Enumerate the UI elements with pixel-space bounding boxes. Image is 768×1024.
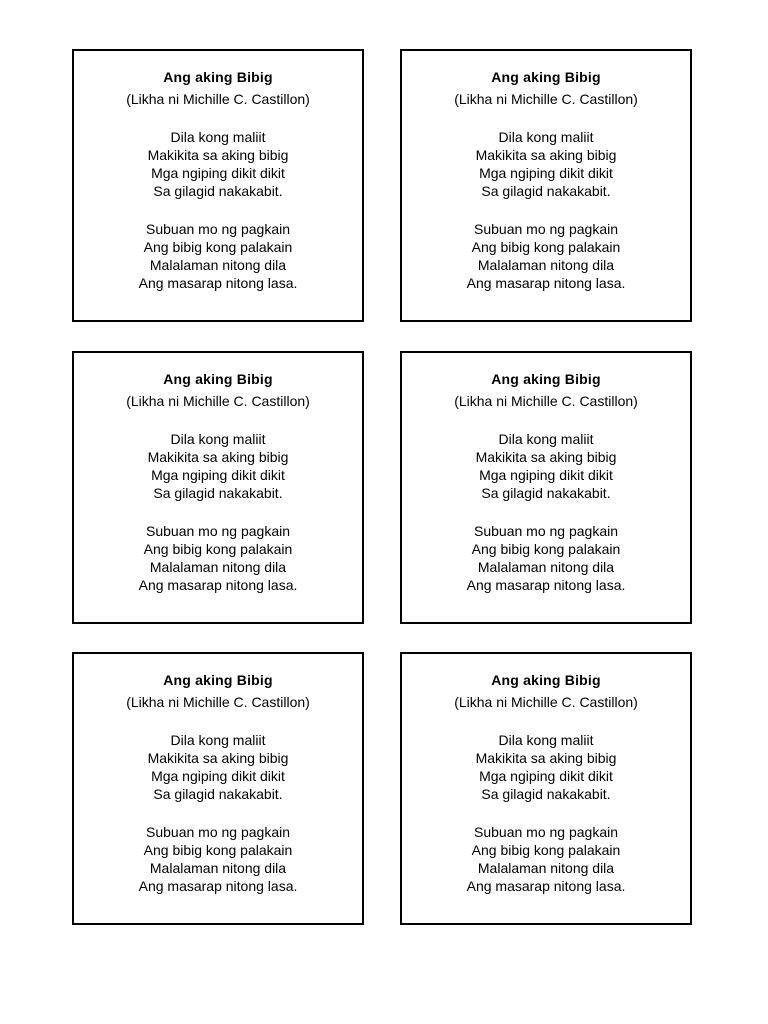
verse-line: Subuan mo ng pagkain: [146, 824, 290, 840]
verse-line: Subuan mo ng pagkain: [474, 824, 618, 840]
poem-title: Ang aking Bibig: [163, 69, 273, 85]
verse-line: Makikita sa aking bibig: [147, 449, 289, 465]
poem-card: [400, 652, 692, 925]
verse-line: Subuan mo ng pagkain: [146, 221, 290, 237]
poem-author: (Likha ni Michille C. Castillon): [454, 91, 638, 107]
stanza-1: [74, 128, 362, 200]
verse-line: Ang bibig kong palakain: [471, 541, 621, 557]
verse-line: Ang bibig kong palakain: [143, 842, 293, 858]
poem-card: [72, 652, 364, 925]
stanza-1: [402, 731, 690, 803]
verse-line: Sa gilagid nakakabit.: [153, 183, 283, 199]
poem-card: [400, 351, 692, 624]
verse-line: Makikita sa aking bibig: [147, 147, 289, 163]
poem-title: Ang aking Bibig: [491, 371, 601, 387]
poem-title: Ang aking Bibig: [163, 672, 273, 688]
verse-line: Mga ngiping dikit dikit: [479, 467, 613, 483]
verse-line: Makikita sa aking bibig: [475, 449, 617, 465]
verse-line: Ang bibig kong palakain: [143, 541, 293, 557]
verse-line: Malalaman nitong dila: [149, 257, 287, 273]
verse-line: Ang masarap nitong lasa.: [138, 577, 298, 593]
verse-line: Malalaman nitong dila: [477, 559, 615, 575]
verse-line: Sa gilagid nakakabit.: [481, 183, 611, 199]
poem-card: [72, 351, 364, 624]
stanza-2: [74, 823, 362, 895]
poem-title: Ang aking Bibig: [491, 69, 601, 85]
verse-line: Ang masarap nitong lasa.: [466, 878, 626, 894]
poem-author: (Likha ni Michille C. Castillon): [126, 694, 310, 710]
verse-line: Dila kong maliit: [498, 732, 594, 748]
stanza-1: [402, 430, 690, 502]
stanza-2: [402, 823, 690, 895]
poem-author: (Likha ni Michille C. Castillon): [454, 694, 638, 710]
verse-line: Mga ngiping dikit dikit: [479, 768, 613, 784]
verse-line: Malalaman nitong dila: [149, 860, 287, 876]
verse-line: Ang masarap nitong lasa.: [466, 275, 626, 291]
verse-line: Sa gilagid nakakabit.: [153, 786, 283, 802]
verse-line: Ang masarap nitong lasa.: [138, 878, 298, 894]
verse-line: Dila kong maliit: [170, 732, 266, 748]
verse-line: Subuan mo ng pagkain: [474, 221, 618, 237]
poem-card: [400, 49, 692, 322]
verse-line: Sa gilagid nakakabit.: [481, 485, 611, 501]
verse-line: Malalaman nitong dila: [477, 257, 615, 273]
poem-title: Ang aking Bibig: [491, 672, 601, 688]
poem-title: Ang aking Bibig: [163, 371, 273, 387]
poem-author: (Likha ni Michille C. Castillon): [126, 91, 310, 107]
verse-line: Dila kong maliit: [498, 129, 594, 145]
poem-author: (Likha ni Michille C. Castillon): [454, 393, 638, 409]
verse-line: Makikita sa aking bibig: [475, 147, 617, 163]
verse-line: Malalaman nitong dila: [477, 860, 615, 876]
verse-line: Sa gilagid nakakabit.: [153, 485, 283, 501]
stanza-2: [402, 522, 690, 594]
verse-line: Dila kong maliit: [170, 431, 266, 447]
verse-line: Ang masarap nitong lasa.: [138, 275, 298, 291]
stanza-2: [402, 220, 690, 292]
verse-line: Mga ngiping dikit dikit: [151, 768, 285, 784]
verse-line: Ang bibig kong palakain: [471, 239, 621, 255]
verse-line: Mga ngiping dikit dikit: [479, 165, 613, 181]
poem-card: [72, 49, 364, 322]
verse-line: Ang bibig kong palakain: [471, 842, 621, 858]
verse-line: Makikita sa aking bibig: [147, 750, 289, 766]
verse-line: Mga ngiping dikit dikit: [151, 165, 285, 181]
verse-line: Subuan mo ng pagkain: [474, 523, 618, 539]
stanza-1: [74, 430, 362, 502]
poem-author: (Likha ni Michille C. Castillon): [126, 393, 310, 409]
verse-line: Subuan mo ng pagkain: [146, 523, 290, 539]
stanza-2: [74, 220, 362, 292]
stanza-2: [74, 522, 362, 594]
verse-line: Malalaman nitong dila: [149, 559, 287, 575]
verse-line: Makikita sa aking bibig: [475, 750, 617, 766]
verse-line: Sa gilagid nakakabit.: [481, 786, 611, 802]
verse-line: Dila kong maliit: [498, 431, 594, 447]
verse-line: Mga ngiping dikit dikit: [151, 467, 285, 483]
verse-line: Dila kong maliit: [170, 129, 266, 145]
verse-line: Ang masarap nitong lasa.: [466, 577, 626, 593]
stanza-1: [74, 731, 362, 803]
stanza-1: [402, 128, 690, 200]
verse-line: Ang bibig kong palakain: [143, 239, 293, 255]
